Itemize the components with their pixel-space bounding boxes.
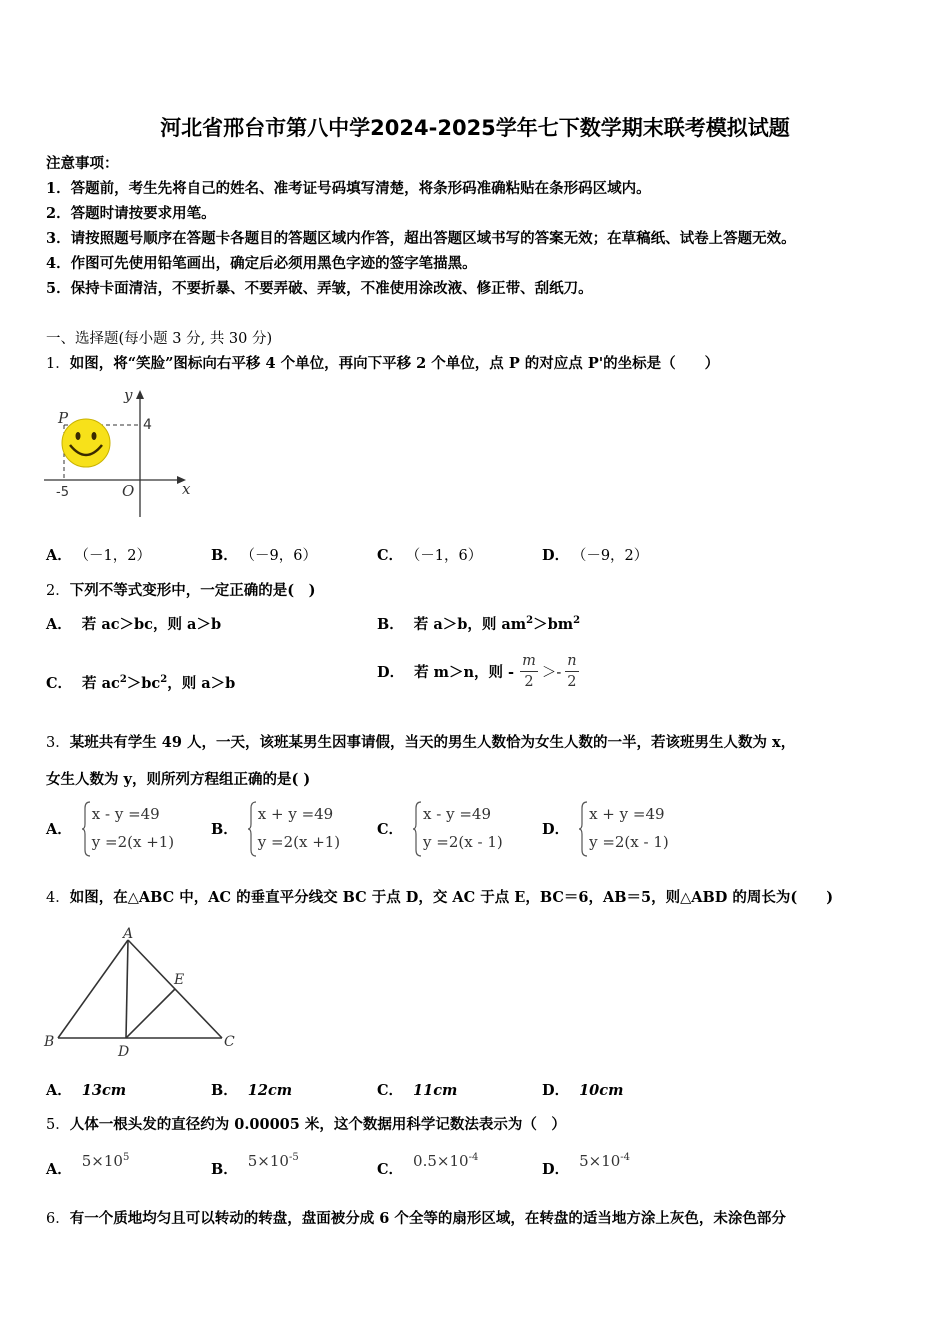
option-b[interactable] (211, 800, 340, 856)
option-text: （－1，2） (81, 548, 151, 564)
superscript: -4 (620, 1152, 631, 1164)
point-d-label: D (118, 1044, 130, 1060)
option-label: D． (542, 1082, 570, 1099)
option-text: 若 ac＞bc，则 a＞b (81, 616, 222, 633)
question-text: 如图，在△ABC 中，AC 的垂直平分线交 BC 于点 D，交 AC 于点 E，BC＝6，AB＝5，则△ABD 的周长为( ) (69, 889, 834, 906)
denominator: 2 (524, 673, 534, 690)
question-number: 6． (46, 1211, 70, 1227)
option-label: C． (377, 547, 404, 564)
option-label: A． (46, 547, 72, 564)
option-text: ＞bc (126, 675, 161, 692)
option-a[interactable] (46, 1079, 126, 1100)
option-d[interactable] (542, 1079, 623, 1100)
option-text: 若 a＞b，则 am (413, 616, 527, 633)
option-c[interactable] (377, 800, 503, 856)
vertex-a-label: A (123, 926, 134, 942)
vertex-c-label: C (224, 1034, 235, 1050)
option-text: （－9，2） (579, 548, 649, 564)
option-label: B． (377, 616, 404, 633)
segment-ab (58, 940, 128, 1038)
question-3 (46, 731, 795, 752)
left-brace-icon (413, 800, 423, 858)
question-number: 1． (46, 356, 70, 372)
option-label: B． (211, 1161, 238, 1178)
question-text: 下列不等式变形中，一定正确的是( ) (69, 582, 316, 599)
option-text: （－9，6） (247, 548, 317, 564)
equation-line: y =2(x - 1) (423, 833, 503, 851)
equation-line: x + y =49 (589, 805, 665, 823)
option-a[interactable] (46, 613, 221, 634)
x-axis-label: x (182, 480, 191, 498)
y-axis-arrow (136, 390, 144, 399)
origin-label: O (122, 482, 135, 500)
option-label: A． (46, 1082, 72, 1099)
tick-label-neg5: -5 (56, 485, 69, 500)
option-text: 10cm (579, 1082, 624, 1099)
numerator: m (520, 651, 538, 672)
equation-system (413, 800, 503, 856)
option-label: B． (211, 1082, 238, 1099)
option-text: ＞- (541, 664, 562, 681)
option-c[interactable] (377, 544, 482, 565)
note-item: 5．保持卡面清洁，不要折暴、不要弄破、弄皱，不准使用涂改液、修正带、刮纸刀。 (46, 280, 593, 297)
y-axis-label: y (124, 386, 133, 404)
option-a[interactable] (46, 1150, 130, 1178)
option-text: 12cm (247, 1082, 293, 1099)
option-d[interactable] (542, 800, 669, 856)
option-label: B． (211, 547, 238, 564)
left-brace-icon (579, 800, 589, 858)
option-label: D． (542, 1161, 570, 1178)
note-item: 1．答题前，考生先将自己的姓名、准考证号码填写清楚，将条形码准确粘贴在条形码区域内。 (46, 180, 651, 197)
question-number: 2． (46, 583, 70, 599)
superscript: -4 (468, 1152, 479, 1164)
smiley-coordinate-figure (40, 385, 200, 525)
option-text: 5×10 (247, 1152, 289, 1170)
question-number: 5． (46, 1117, 70, 1133)
option-label: C． (377, 1082, 404, 1099)
vertex-b-label: B (44, 1034, 55, 1050)
superscript: 5 (122, 1152, 130, 1164)
option-b[interactable] (211, 1150, 299, 1178)
option-d[interactable] (542, 544, 648, 565)
question-4 (46, 886, 833, 907)
question-text: 人体一根头发的直径约为 0.00005 米，这个数据用科学记数法表示为（ ） (69, 1116, 566, 1133)
option-text: 5×10 (81, 1152, 123, 1170)
superscript: 2 (526, 615, 534, 627)
equation-system (579, 800, 669, 856)
smiley-eye-icon (76, 432, 81, 440)
option-c[interactable] (377, 1150, 479, 1178)
option-label: B． (211, 820, 238, 838)
option-a[interactable] (46, 800, 174, 856)
option-text: 若 ac (82, 675, 120, 692)
question-5 (46, 1113, 566, 1134)
option-b[interactable] (211, 1079, 292, 1100)
segment-ad (126, 940, 128, 1038)
option-b[interactable] (377, 613, 580, 634)
option-label: D． (542, 547, 570, 564)
option-c[interactable] (377, 1079, 457, 1100)
page-title: 河北省邢台市第八中学2024-2025学年七下数学期末联考模拟试题 (160, 116, 790, 140)
superscript: 2 (573, 615, 581, 627)
option-text: （－1，6） (413, 548, 483, 564)
option-label: C． (377, 820, 404, 838)
option-text: 13cm (81, 1082, 127, 1099)
option-text: 0.5×10 (413, 1152, 469, 1170)
superscript: 2 (119, 674, 127, 686)
equation-line: y =2(x +1) (257, 833, 341, 851)
superscript: -5 (288, 1152, 299, 1164)
left-brace-icon (248, 800, 258, 858)
equation-system (248, 800, 340, 856)
question-number: 4． (46, 890, 70, 906)
question-3-line2: 女生人数为 y，则所列方程组正确的是( ) (46, 771, 311, 788)
option-text: 若 m＞n，则 - (414, 663, 515, 681)
option-label: D． (377, 663, 405, 681)
section-heading: 一、选择题(每小题 3 分, 共 30 分) (46, 331, 273, 347)
option-text: ＞bm (533, 616, 574, 633)
option-text: 11cm (413, 1082, 458, 1099)
option-c[interactable] (46, 672, 235, 693)
question-text: 某班共有学生 49 人，一天，该班某男生因事请假，当天的男生人数恰为女生人数的一半，若该班男生人数为 x， (69, 734, 796, 751)
equation-line: y =2(x - 1) (589, 833, 669, 851)
question-text: 有一个质地均匀且可以转动的转盘，盘面被分成 6 个全等的扇形区域，在转盘的适当地方涂上灰色，未涂色部分 (69, 1210, 786, 1227)
equation-line: y =2(x +1) (91, 833, 175, 851)
equation-system (82, 800, 174, 856)
point-e-label: E (174, 972, 185, 988)
left-brace-icon (82, 800, 92, 858)
tick-label-4: 4 (143, 417, 152, 433)
superscript: 2 (160, 674, 168, 686)
option-d[interactable] (377, 648, 579, 694)
option-d[interactable] (542, 1150, 631, 1178)
denominator: 2 (567, 673, 577, 690)
question-text: 如图，将“笑脸”图标向右平移 4 个单位，再向下平移 2 个单位，点 P 的对应点 P'的坐标是（ ） (69, 355, 720, 372)
option-a[interactable] (46, 544, 151, 565)
equation-line: x - y =49 (91, 805, 160, 823)
option-label: A． (46, 820, 72, 838)
note-item: 4．作图可先使用铅笔画出，确定后必须用黑色字迹的签字笔描黑。 (46, 255, 477, 272)
option-label: C． (46, 675, 73, 692)
option-text: ，则 a＞b (167, 675, 236, 692)
note-item: 2．答题时请按要求用笔。 (46, 205, 216, 222)
segment-de (126, 989, 175, 1038)
question-1 (46, 352, 719, 373)
note-item: 3．请按照题号顺序在答题卡各题目的答题区域内作答，超出答题区域书写的答案无效；在草稿纸、试卷上答题无效。 (46, 230, 796, 247)
smiley-face-icon (62, 419, 110, 467)
option-b[interactable] (211, 544, 317, 565)
fraction-n-over-2 (565, 651, 578, 692)
option-label: A． (46, 1161, 72, 1178)
option-text: 5×10 (579, 1152, 621, 1170)
question-number: 3． (46, 735, 70, 751)
smiley-eye-icon (92, 432, 97, 440)
option-label: D． (542, 820, 570, 838)
triangle-abc-figure (40, 922, 240, 1062)
equation-line: x + y =49 (257, 805, 334, 823)
point-p-label: P (58, 409, 69, 427)
option-label: C． (377, 1161, 404, 1178)
question-2 (46, 579, 315, 600)
notes-heading: 注意事项： (46, 155, 119, 172)
question-6 (46, 1207, 786, 1228)
numerator: n (565, 651, 578, 672)
equation-line: x - y =49 (423, 805, 492, 823)
option-label: A． (46, 616, 72, 633)
fraction-m-over-2 (520, 651, 538, 692)
